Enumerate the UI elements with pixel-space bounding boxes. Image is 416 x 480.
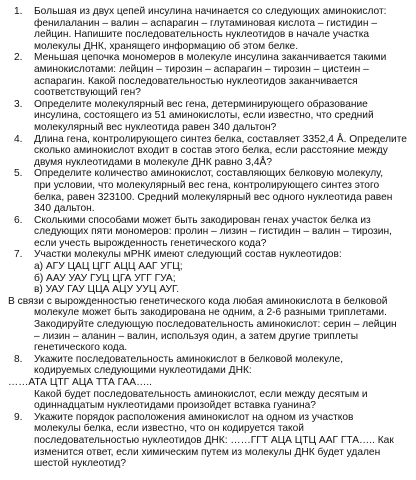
text-line: Меньшая цепочка мономеров в молекуле инсулина заканчивается такими — [34, 52, 387, 64]
text-line: Укажите порядок расположения аминокислот на одном из участков — [34, 411, 354, 423]
task-number: 7. — [14, 249, 23, 261]
text-line: молекулы белка, если известно, что он кодируется такой — [34, 423, 304, 435]
text-line: 340 дальтон. — [34, 203, 95, 215]
task-6 — [8, 215, 408, 250]
task-number: 5. — [14, 168, 23, 180]
text-line: двумя нуклеотидами в молекуле ДНК равно 3,4Å? — [34, 156, 272, 168]
text-line: Закодируйте следующую последовательность аминокислот: серин – лейцин — [34, 319, 397, 331]
task-4 — [8, 134, 408, 169]
text-line: Участки молекулы мРНК имеют следующий состав нуклеотидов: — [34, 249, 342, 261]
text-line: Большая из двух цепей инсулина начинается со следующих аминокислот: — [34, 6, 387, 17]
task-number: 2. — [14, 52, 23, 64]
text-line: изменится ответ, если химическим путем из молекулы ДНК будет удален — [34, 446, 381, 458]
task-9 — [8, 412, 408, 470]
text-line: если учесть вырожденность генетического кода? — [34, 237, 267, 249]
text-line: – лизин – аланин – валин, используя один, а затем другие триплеты — [34, 330, 359, 342]
text-line: аминокислотами: лейцин – тирозин – аспарагин – тирозин – цистеин – — [34, 63, 369, 75]
task-number: 4. — [14, 133, 23, 145]
text-line: молекуле может быть закодирована не одним, а 2-6 разными триплетами. — [34, 307, 387, 319]
task-number: 8. — [14, 353, 23, 365]
task-number: 3. — [14, 98, 23, 110]
option-item: в) УАУ ГАУ ЦЦА АЦУ УУЦ АУГ. — [34, 284, 180, 296]
text-line: сколько аминокислот входит в состав этого белка, если расстояние между — [34, 145, 388, 157]
text-line: соответствующий ген? — [34, 87, 141, 99]
text-line: белка, равен 323100. Средний молекулярный вес одного нуклеотида равен — [34, 191, 393, 203]
text-line: Сколькими способами может быть закодирован генах участок белка из — [34, 214, 371, 226]
task-5 — [8, 168, 408, 214]
task-number: 9. — [14, 411, 23, 423]
text-line: шестой нуклеотид? — [34, 458, 126, 470]
text-line: лейцин. Напишите последовательность нуклеотидов в начале участка — [34, 29, 370, 41]
text-line: Определите количество аминокислот, составляющих белковую молекулу, — [34, 168, 384, 180]
task-2 — [8, 52, 408, 98]
text-line: инсулина, состоящего из 51 аминокислоты, если известно, что средний — [34, 110, 374, 122]
text-line: молекулярный вес нуклеотида равен 340 дальтон? — [34, 121, 277, 133]
task-8 — [8, 354, 408, 377]
degeneracy-note — [8, 296, 408, 354]
text-line: молекулы ДНК, хранящего информацию об этом белке. — [34, 40, 299, 52]
text-line: генетического кода. — [34, 342, 128, 354]
text-line: последовательностью нуклеотидов ДНК: ……ГГТ АЦА ЦТЦ ААГ ГТА….. Как — [34, 434, 394, 446]
text-line: фенилаланин – валин – аспарагин – глутаминовая кислота – гистидин – — [34, 17, 377, 29]
task-7 — [8, 249, 408, 261]
task-7-options — [8, 261, 408, 296]
option-item: б) ААУ УАУ ГУЦ ЦГА УГГ ГУА; — [34, 272, 176, 284]
text-line: Определите молекулярный вес гена, детерминирующего образование — [34, 98, 368, 110]
text-line: Какой будет последовательность аминокислот, если между десятым и — [34, 388, 368, 400]
text-line: при условии, что молекулярный вес гена, контролирующего синтез этого — [34, 179, 380, 191]
text-line: Укажите последовательность аминокислот в белковой молекуле, — [34, 353, 344, 365]
task-1 — [8, 6, 408, 52]
text-line: В связи с вырожденностью генетического кода любая аминокислота в белковой — [8, 295, 388, 307]
task-number: 6. — [14, 214, 23, 226]
dna-sequence: ……АТА ЦТГ АЦА ТТА ГАА….. — [8, 377, 152, 388]
text-line: следующих пяти мономеров: пролин – лизин – гистидин – валин – тирозин, — [34, 226, 392, 238]
option-item: а) АГУ ЦАЦ ЦГГ АЦЦ ААГ УГЦ; — [34, 261, 183, 273]
text-line: одиннадцатым нуклеотидами произойдет вставка гуанина? — [34, 400, 316, 412]
task-3 — [8, 99, 408, 134]
task-number: 1. — [14, 6, 23, 17]
text-line: Длина гена, контролирующего синтез белка, составляет 3352,4 Å. Определите — [34, 133, 407, 145]
text-line: кодируемых следующими нуклеотидами ДНК: — [34, 365, 252, 377]
text-line: аспарагин. Какой последовательностью нуклеотидов заканчивается — [34, 75, 358, 87]
